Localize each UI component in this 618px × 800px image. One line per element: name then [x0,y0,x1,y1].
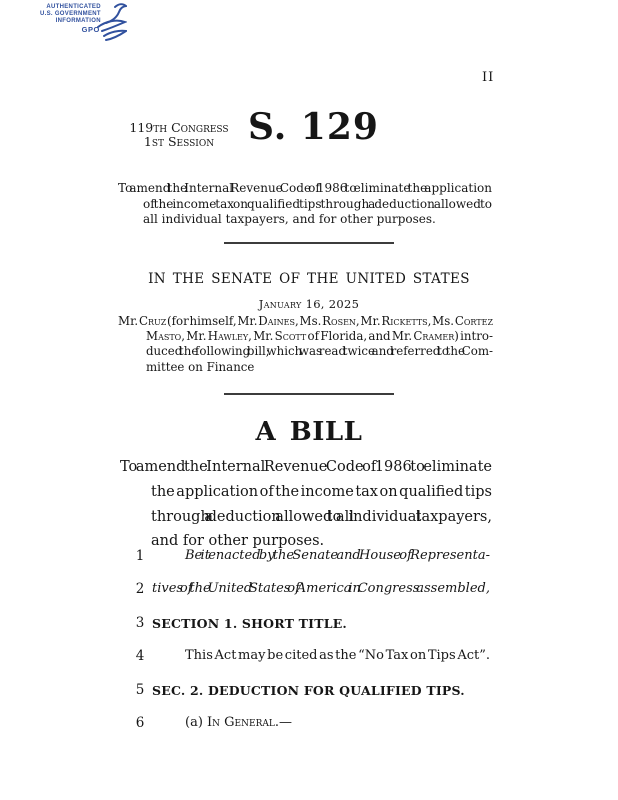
gpo-authentication-logo [40,4,127,42]
official-title-line: To amend the Internal Revenue Code of 1986 to eliminate the application [118,181,492,195]
line-number: 1 [135,548,145,564]
long-title-line: and for other purposes. [151,533,325,550]
enacting-clause-line: tives of the United States of America in Congress assembled, [152,581,490,597]
bill-line [0,615,618,648]
bill-body [0,548,618,748]
gpo-logo-line: AUTHENTICATED [46,4,101,10]
official-title-line: all individual taxpayers, and for other purposes. [143,212,436,226]
section-heading: SECTION 1. SHORT TITLE. [152,615,347,631]
official-title-line: of the income tax on qualified tips through a deduction allowed to [143,196,492,211]
congress-label: 119th Congress [129,120,229,135]
long-title-line: the application of the income tax on qualified tips [151,483,492,500]
gpo-eagle-icon [95,2,127,42]
line-number: 5 [135,681,145,698]
bill-line [0,715,618,748]
section-divider [224,242,394,244]
chamber-heading: IN THE SENATE OF THE UNITED STATES [148,271,470,287]
bill-heading: A BILL [255,417,363,447]
bill-line [0,648,618,681]
sponsors-line: mittee on Finance [146,359,255,374]
line-number: 6 [135,714,145,731]
bill-line [0,682,618,715]
sponsors-line: Masto, Mr. Hawley, Mr. Scott of Florida, and Mr. Cramer) intro- [146,329,493,344]
bill-long-title [120,455,492,554]
enacting-clause-line: Be it enacted by the Senate and House of Representa- [185,548,490,563]
sponsors-line: duced the following bill; which was read twice and referred to the Com- [146,344,493,359]
body-text-line: This Act may be cited as the “No Tax on Tips Act”. [185,648,490,664]
long-title-line: To amend the Internal Revenue Code of 1986 to eliminate [120,459,492,475]
sponsors-paragraph [118,314,493,375]
long-title-line: through a deduction allowed to all individual taxpayers, [151,508,492,525]
introduction-date: January 16, 2025 [258,297,360,311]
calendar-code: II [482,70,495,85]
congress-session-block [124,121,234,148]
body-text-line: (a) In General.— [185,714,292,730]
bill-number: S. 129 [248,106,379,148]
gpo-logo-line: INFORMATION [55,18,101,24]
line-number: 2 [135,581,145,598]
bill-line [0,581,618,614]
gpo-logo-line: U.S. GOVERNMENT [40,11,101,17]
section-heading: SEC. 2. DEDUCTION FOR QUALIFIED TIPS. [152,682,465,698]
section-divider [224,393,394,395]
line-number: 3 [135,614,145,631]
line-number: 4 [135,648,145,665]
bill-line [0,548,618,581]
sponsors-line: Mr. Cruz (for himself, Mr. Daines, Ms. Rosen, Mr. Ricketts, Ms. Cortez [118,314,493,328]
gpo-logo-text [40,4,101,33]
session-label: 1st Session [143,133,215,149]
gpo-label: GPO [81,25,100,34]
official-title [118,181,492,228]
